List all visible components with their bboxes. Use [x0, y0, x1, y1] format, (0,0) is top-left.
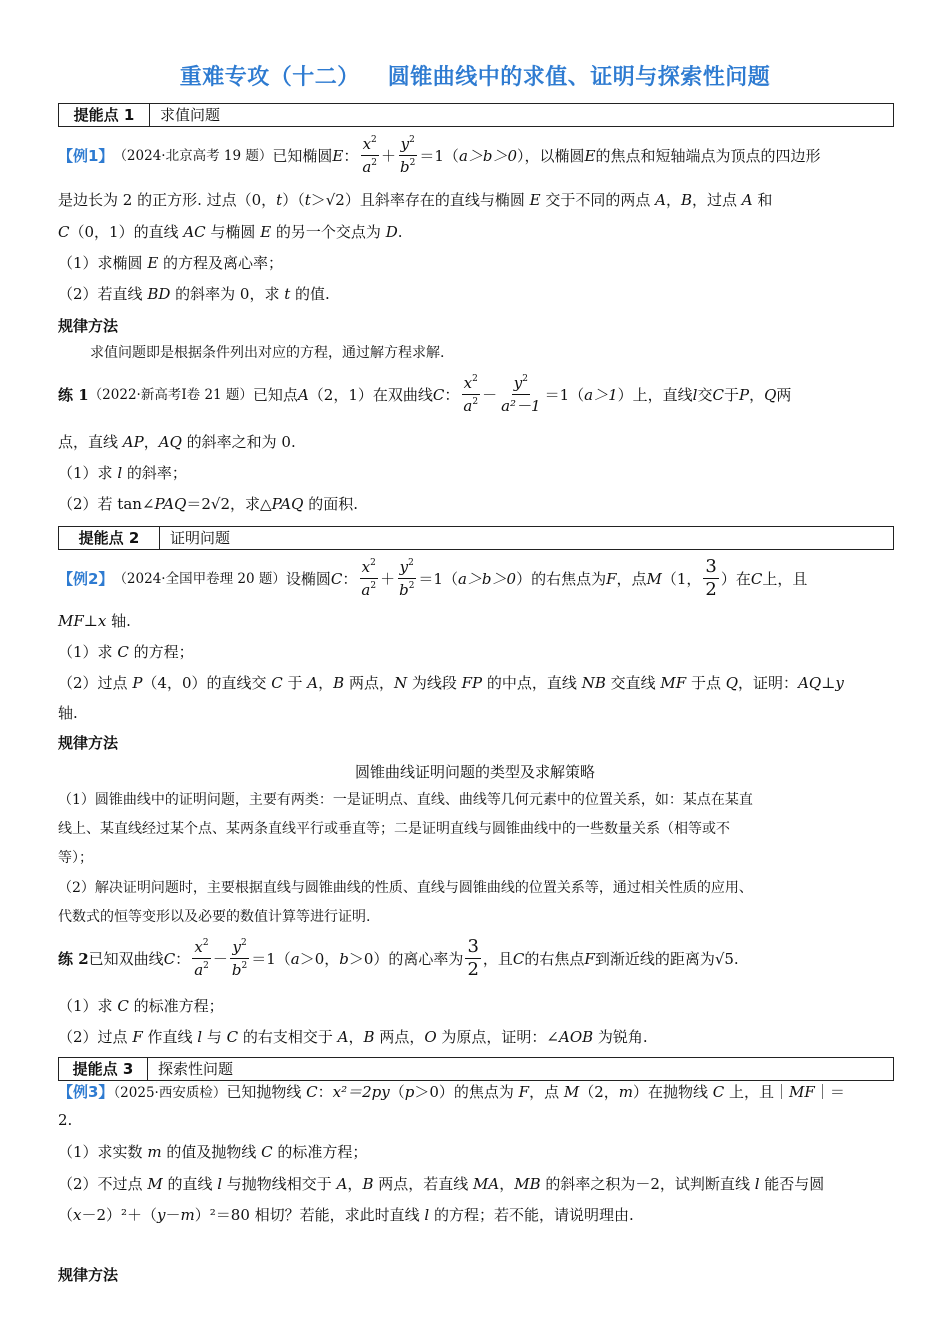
- text: 和: [752, 191, 773, 209]
- text: P: [132, 674, 143, 692]
- example-1-question-1: [58, 253, 283, 273]
- text: （2）过点: [58, 1028, 133, 1046]
- text: 的方程；: [128, 643, 194, 661]
- fraction-x2-a2: $\frac{x^2}{a^2}$: [362, 135, 378, 176]
- text: t: [276, 191, 283, 209]
- text: （2，: [579, 1083, 619, 1101]
- text: 的方程及离心率；: [158, 254, 284, 272]
- practice-source: （2022·新高考Ⅰ卷 21 题）: [88, 386, 253, 403]
- text: a: [361, 581, 371, 599]
- example-2-question-2-cont: 轴.: [58, 704, 78, 722]
- text: MF: [789, 1083, 815, 1101]
- text: 2: [705, 579, 717, 600]
- text: F: [132, 1028, 143, 1046]
- text: A: [297, 385, 309, 404]
- text: a＞b＞0: [458, 146, 518, 165]
- text: ＞0，: [299, 949, 340, 968]
- title-part-2: 圆锥曲线中的求值、证明与探索性问题: [387, 65, 771, 90]
- text: 上，且: [762, 569, 808, 588]
- text: C: [330, 569, 343, 588]
- text: 上，且｜: [724, 1083, 790, 1101]
- example-3-question-2-cont: [58, 1205, 634, 1225]
- text: P: [738, 385, 750, 404]
- practice-2-line-1: 练 2 已知双曲线 C ： $\frac{x^2}{a^2}$ － $\frac{y^2}{b^2}$ ＝1（ a ＞0， b ＞0）的离心率为 $\frac{3}{2}$ ，且 C 的右焦点 F 到渐近线的距离为√5.: [58, 936, 739, 980]
- text: ）（: [282, 191, 305, 209]
- text: （2）若直线: [58, 285, 148, 303]
- text: l: [692, 385, 698, 404]
- section-header-3: [58, 1057, 894, 1081]
- text: C: [432, 385, 445, 404]
- text: 与抛物线相交于: [222, 1175, 337, 1193]
- text: x: [194, 938, 203, 956]
- text: C: [750, 569, 763, 588]
- text: 的标准方程；: [272, 1143, 368, 1161]
- example-2-line-1: 【例2】 （2024·全国甲卷理 20 题） 设椭圆 C ： $\frac{x^2}{a^2}$ ＋ $\frac{y^2}{b^2}$ ＝1（ a＞b＞0 ）的右焦点为 F ，点 M （1， $\frac{3}{2}$ ）在 C 上，且: [58, 556, 808, 600]
- text: b: [400, 158, 410, 176]
- text: 的斜率之积为－2，试判断直线: [540, 1175, 755, 1193]
- text: x²＝2py: [332, 1083, 390, 1101]
- text: A: [741, 191, 753, 209]
- text: 已知双曲线: [88, 949, 164, 968]
- section-tag: 提能点 3: [59, 1058, 148, 1080]
- text: PAQ: [271, 495, 304, 513]
- text: 两点，: [374, 1028, 425, 1046]
- text: Q: [764, 385, 777, 404]
- text: M: [646, 569, 662, 588]
- text: y: [835, 674, 844, 692]
- method-subtitle-2: 圆锥曲线证明问题的类型及求解策略: [354, 763, 595, 781]
- text: O: [424, 1028, 437, 1046]
- text: MA: [473, 1175, 500, 1193]
- text: ：: [342, 569, 358, 588]
- example-label: 【例1】: [58, 146, 114, 165]
- method-2-para-1b: 线上、某直线经过某个点、某两条直线平行或垂直等；二是证明直线与圆锥曲线中的一些数量关系（相等或不: [58, 821, 730, 837]
- text: 的焦点和短轴端点为顶点的四边形: [595, 146, 821, 165]
- text: 的右焦点: [524, 949, 585, 968]
- example-label: 【例3】: [58, 1083, 114, 1101]
- text: 于点: [686, 674, 726, 692]
- page-title: [0, 60, 950, 91]
- fraction-x2-a2: $\frac{x^2}{a^2}$: [361, 558, 377, 599]
- text: ⊥: [83, 612, 98, 630]
- text: ＝1（: [419, 146, 459, 165]
- text: 为锐角.: [593, 1028, 648, 1046]
- practice-2-question-1: [58, 996, 224, 1016]
- text: （2）不过点: [58, 1175, 148, 1193]
- text: ＞0）的焦点为: [414, 1083, 519, 1101]
- text: F: [606, 569, 617, 588]
- text: ：: [343, 146, 359, 165]
- text: ＝1（: [544, 385, 585, 404]
- text: m: [618, 1083, 633, 1101]
- text: y: [232, 938, 241, 956]
- text: l: [754, 1175, 760, 1193]
- text: ）上，直线: [617, 385, 693, 404]
- text: ）在: [720, 569, 751, 588]
- text: m: [147, 1143, 162, 1161]
- fraction-x2-a2: $\frac{x^2}{a^2}$: [463, 374, 479, 415]
- example-source: （2025·西安质检）: [113, 1085, 227, 1101]
- text: a＞b＞0: [457, 569, 517, 588]
- section-header-2: [58, 526, 894, 550]
- text: 为线段: [407, 674, 462, 692]
- text: 的右支相交于: [238, 1028, 338, 1046]
- text: B: [333, 674, 345, 692]
- text: AQ: [798, 674, 822, 692]
- practice-1-question-2: [58, 494, 358, 514]
- text: M: [563, 1083, 580, 1101]
- example-1-line-1: 【例1】 （2024·北京高考 19 题） 已知椭圆 E ： $\frac{x^2}{a^2}$ ＋ $\frac{y^2}{b^2}$ ＝1（ a＞b＞0 ），以椭圆 E 的焦点和短轴端点为顶点的四边形: [58, 135, 821, 176]
- text: y: [157, 1206, 166, 1224]
- text: （2）过点: [58, 674, 133, 692]
- text: ，: [143, 433, 159, 451]
- text: A: [655, 191, 666, 209]
- text: x: [362, 135, 372, 153]
- text: C: [117, 997, 129, 1015]
- fraction-y2-b2: $\frac{y^2}{b^2}$: [231, 938, 248, 979]
- text: ⊥: [821, 674, 836, 692]
- text: FP: [461, 674, 483, 692]
- example-1-line-2: [58, 190, 772, 210]
- text: 点，直线: [58, 433, 123, 451]
- text: （2，1）在双曲线: [308, 385, 433, 404]
- text: ＝2√2，求△: [186, 495, 272, 513]
- example-3-question-2: [58, 1174, 824, 1194]
- text: NB: [581, 674, 606, 692]
- text: C: [261, 1143, 273, 1161]
- text: －2）²＋（: [81, 1206, 158, 1224]
- text: x: [463, 374, 473, 392]
- method-2-para-2b: 代数式的恒等变形以及必要的数值计算等进行证明.: [58, 909, 371, 925]
- text: ：: [175, 949, 191, 968]
- text: MB: [514, 1175, 541, 1193]
- text: （1）求: [58, 643, 118, 661]
- text: ，点: [616, 569, 647, 588]
- text: C: [512, 949, 525, 968]
- text: C: [306, 1083, 318, 1101]
- text: C: [271, 674, 283, 692]
- text: E: [147, 254, 159, 272]
- fraction-3-2: [703, 556, 718, 601]
- text: l: [217, 1175, 223, 1193]
- section-tag: 提能点 1: [59, 104, 150, 126]
- text: C: [712, 385, 724, 404]
- text: （1）求: [58, 464, 118, 482]
- text: （1）求: [58, 997, 118, 1015]
- text: F: [584, 949, 595, 968]
- text: t: [304, 191, 311, 209]
- text: 2: [467, 959, 479, 980]
- text: 能否与圆: [759, 1175, 825, 1193]
- example-3-question-1: [58, 1142, 367, 1162]
- text: 3: [467, 936, 479, 957]
- practice-1-question-1: [58, 463, 187, 483]
- text: （1）求椭圆: [58, 254, 148, 272]
- example-source: （2024·北京高考 19 题）: [113, 147, 273, 164]
- text: a＞1: [584, 385, 618, 404]
- text: 于: [723, 385, 739, 404]
- text: ＝1（: [418, 569, 458, 588]
- practice-label: 练 2: [58, 949, 89, 968]
- text: E: [332, 146, 344, 165]
- text: ｜＝: [814, 1083, 845, 1101]
- text: 交于不同的两点: [540, 191, 656, 209]
- text: （: [58, 1206, 74, 1224]
- text: 的斜率为 0，求: [170, 285, 285, 303]
- fraction-3-2: [465, 936, 480, 981]
- text: C: [712, 1083, 725, 1101]
- text: 交: [697, 385, 713, 404]
- text: AC: [183, 223, 206, 241]
- text: （0，1）的直线: [69, 223, 184, 241]
- text: 于: [282, 674, 308, 692]
- text: ，: [749, 385, 765, 404]
- text: x: [361, 558, 371, 576]
- text: 的值.: [290, 285, 330, 303]
- text: m: [180, 1206, 195, 1224]
- text: p: [404, 1083, 415, 1101]
- text: 与椭圆: [205, 223, 261, 241]
- text: b: [339, 949, 349, 968]
- text: ），以椭圆: [517, 146, 585, 165]
- method-2-para-1a: （1）圆锥曲线中的证明问题，主要有两类：一是证明点、直线、曲线等几何元素中的位置关系，如：某点在某直: [58, 792, 753, 808]
- title-part-1: 重难专攻（十二）: [179, 65, 360, 90]
- text: C: [58, 223, 70, 241]
- method-text-1: 求值问题即是根据条件列出对应的方程，通过解方程求解.: [90, 345, 445, 361]
- text: 的另一个交点为: [271, 223, 386, 241]
- text: D: [385, 223, 398, 241]
- text: （1，: [661, 569, 702, 588]
- text: x: [97, 612, 107, 630]
- text: 轴.: [106, 612, 131, 630]
- text: 与: [202, 1028, 227, 1046]
- text: ＝1（: [251, 949, 291, 968]
- text: 的斜率之和为 0.: [181, 433, 296, 451]
- text: 已知点: [252, 385, 298, 404]
- example-2-question-2: [58, 673, 844, 693]
- text: 的直线: [162, 1175, 218, 1193]
- example-1-question-2: [58, 284, 330, 304]
- text: .: [397, 223, 403, 241]
- text: 两: [776, 385, 792, 404]
- text: （: [389, 1083, 405, 1101]
- text: ：: [444, 385, 460, 404]
- text: 是边长为 2 的正方形. 过点（0，: [58, 191, 277, 209]
- text: a: [290, 949, 300, 968]
- text: 的中点，直线: [482, 674, 582, 692]
- text: B: [362, 1175, 374, 1193]
- method-heading-2: 规律方法: [58, 734, 119, 752]
- text: 到渐近线的距离为√5.: [594, 949, 739, 968]
- text: 作直线: [142, 1028, 198, 1046]
- text: C: [163, 949, 176, 968]
- text: （2）若 tan∠: [58, 495, 155, 513]
- text: 的斜率；: [122, 464, 187, 482]
- text: ＞0）的离心率为: [348, 949, 464, 968]
- text: MF: [58, 612, 84, 630]
- text: A: [337, 1028, 349, 1046]
- text: ＞√2）且斜率存在的直线与椭圆: [310, 191, 530, 209]
- text: ：: [317, 1083, 333, 1101]
- text: F: [518, 1083, 530, 1101]
- example-3-line-2: 2.: [58, 1111, 73, 1129]
- text: A: [307, 674, 319, 692]
- section-name: 探索性问题: [158, 1060, 234, 1078]
- text: AOB: [559, 1028, 594, 1046]
- practice-1-line-2: [58, 432, 296, 452]
- text: y: [399, 558, 409, 576]
- text: Q: [725, 674, 739, 692]
- practice-2-question-2: [58, 1027, 648, 1047]
- method-heading-1: 规律方法: [58, 317, 119, 335]
- text: ，过点: [692, 191, 742, 209]
- text: b: [231, 961, 242, 979]
- text: E: [260, 223, 272, 241]
- text: ，: [665, 191, 681, 209]
- example-2-line-2: [58, 611, 131, 631]
- text: ，点: [529, 1083, 564, 1101]
- text: l: [424, 1206, 430, 1224]
- text: 已知抛物线: [226, 1083, 307, 1101]
- text: y: [400, 135, 410, 153]
- text: b: [399, 581, 409, 599]
- method-heading-3: 规律方法: [58, 1266, 119, 1284]
- text: BD: [147, 285, 171, 303]
- example-label: 【例2】: [58, 569, 114, 588]
- text: a: [362, 158, 372, 176]
- practice-1-line-1: 练 1 （2022·新高考Ⅰ卷 21 题） 已知点 A （2，1）在双曲线 C ： $\frac{x^2}{a^2}$ － $\frac{y^2}{\text{a²－1}}$ ＝1（ a＞1 ）上，直线 l 交 C 于 P ， Q 两: [58, 374, 792, 415]
- text: ，: [347, 1175, 363, 1193]
- text: ，: [318, 674, 334, 692]
- method-2-para-1c: 等）；: [58, 850, 93, 866]
- text: N: [393, 674, 408, 692]
- text: ）在抛物线: [633, 1083, 713, 1101]
- text: C: [226, 1028, 239, 1046]
- text: －: [165, 1206, 181, 1224]
- text: B: [363, 1028, 375, 1046]
- fraction-x2-a2: $\frac{x^2}{a^2}$: [194, 938, 209, 979]
- text: E: [529, 191, 541, 209]
- text: M: [147, 1175, 163, 1193]
- example-1-line-3: [58, 222, 403, 242]
- section-name: 证明问题: [170, 529, 231, 547]
- text: 的面积.: [303, 495, 358, 513]
- text: B: [680, 191, 693, 209]
- text: 设椭圆: [285, 569, 331, 588]
- text: 已知椭圆: [272, 146, 333, 165]
- text: a: [194, 961, 204, 979]
- text: E: [584, 146, 596, 165]
- method-2-para-2a: （2）解决证明问题时，主要根据直线与圆锥曲线的性质、直线与圆锥曲线的位置关系等，通过相关性质的应用、: [58, 880, 753, 896]
- text: AQ: [158, 433, 182, 451]
- text: l: [117, 464, 123, 482]
- text: 为原点，证明：∠: [436, 1028, 559, 1046]
- text: （4，0）的直线交: [142, 674, 272, 692]
- text: ）的右焦点为: [516, 569, 607, 588]
- text: ，: [348, 1028, 364, 1046]
- text: 的值及抛物线: [161, 1143, 262, 1161]
- text: AP: [122, 433, 144, 451]
- text: l: [197, 1028, 203, 1046]
- text: C: [117, 643, 129, 661]
- fraction-y2-b2: $\frac{y^2}{b^2}$: [399, 558, 415, 599]
- text: 两点，: [344, 674, 394, 692]
- fraction-y2-a2m1: $\frac{y^2}{\text{a²－1}}$: [501, 374, 541, 415]
- text: y: [513, 374, 523, 392]
- text: MF: [660, 674, 687, 692]
- text: ，且: [482, 949, 513, 968]
- text: （1）求实数: [58, 1143, 148, 1161]
- text: ，: [499, 1175, 515, 1193]
- text: 的方程；若不能，请说明理由.: [429, 1206, 634, 1224]
- fraction-y2-b2: $\frac{y^2}{b^2}$: [400, 135, 416, 176]
- example-2-question-1: [58, 642, 194, 662]
- text: t: [284, 285, 291, 303]
- text: PAQ: [154, 495, 187, 513]
- text: ）²＝80 相切？若能，求此时直线: [194, 1206, 425, 1224]
- section-tag: 提能点 2: [59, 527, 160, 549]
- text: ，证明：: [738, 674, 799, 692]
- text: 交直线: [605, 674, 661, 692]
- example-3-line-1: [58, 1082, 845, 1103]
- text: a: [463, 397, 473, 415]
- practice-label: 练 1: [58, 385, 89, 404]
- section-header-1: [58, 103, 894, 127]
- text: x: [73, 1206, 82, 1224]
- text: 3: [705, 556, 717, 577]
- section-name: 求值问题: [160, 106, 221, 124]
- text: 两点，若直线: [373, 1175, 474, 1193]
- text: 的标准方程；: [128, 997, 224, 1015]
- text: a²－1: [501, 397, 541, 415]
- text: A: [336, 1175, 348, 1193]
- example-source: （2024·全国甲卷理 20 题）: [113, 570, 286, 587]
